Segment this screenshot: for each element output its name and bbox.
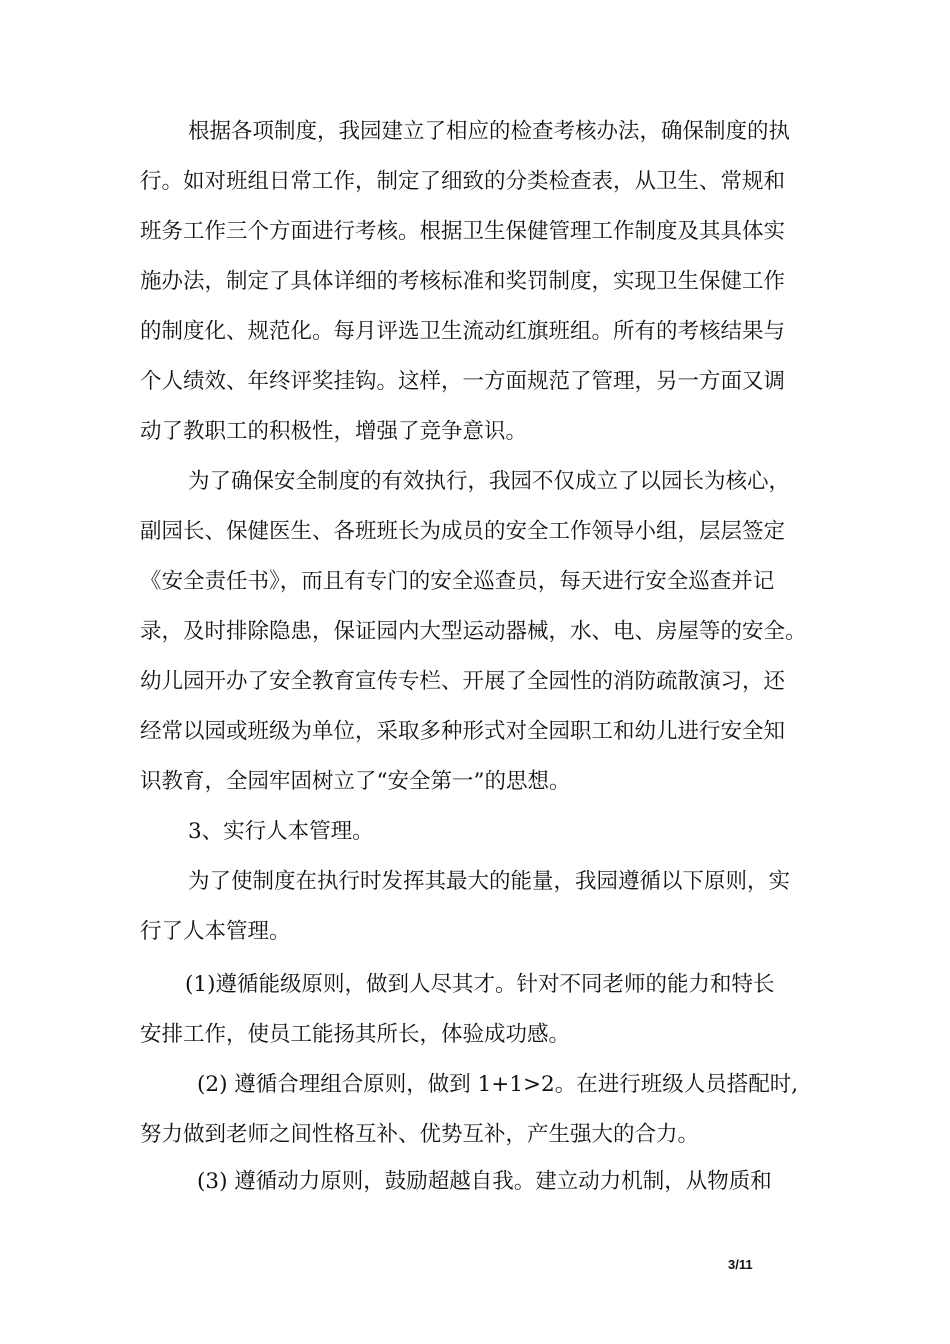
text-line: 班务工作三个方面进行考核。根据卫生保健管理工作制度及其具体实	[140, 219, 786, 244]
section-heading: 3、实行人本管理。	[188, 819, 374, 844]
list-item-line: 努力做到老师之间性格互补、优势互补，产生强大的合力。	[140, 1122, 700, 1147]
list-item-line: (2) 遵循合理组合原则，做到 1+1>2。在进行班级人员搭配时,	[197, 1072, 799, 1097]
text-line: 行。如对班组日常工作，制定了细致的分类检查表，从卫生、常规和	[140, 169, 786, 194]
text-line: 施办法，制定了具体详细的考核标准和奖罚制度，实现卫生保健工作	[140, 269, 786, 294]
text-line: 幼儿园开办了安全教育宣传专栏、开展了全园性的消防疏散演习，还	[140, 669, 786, 694]
text-line: 副园长、保健医生、各班班长为成员的安全工作领导小组，层层签定	[140, 519, 786, 544]
list-item-line: (3) 遵循动力原则，鼓励超越自我。建立动力机制，从物质和	[197, 1169, 772, 1194]
page-number: 3/11	[728, 1257, 753, 1272]
list-item-line: 安排工作，使员工能扬其所长，体验成功感。	[140, 1022, 571, 1047]
list-item-line: (1)遵循能级原则，做到人尽其才。针对不同老师的能力和特长	[185, 972, 775, 997]
text-line: 识教育，全园牢固树立了“安全第一”的思想。	[140, 769, 571, 794]
text-line: 根据各项制度，我园建立了相应的检查考核办法，确保制度的执	[188, 119, 791, 144]
text-line: 行了人本管理。	[140, 919, 291, 944]
text-line: 《安全责任书》，而且有专门的安全巡查员，每天进行安全巡查并记	[140, 569, 775, 594]
text-line: 动了教职工的积极性，增强了竞争意识。	[140, 419, 528, 444]
text-line: 录，及时排除隐患，保证园内大型运动器械，水、电、房屋等的安全。	[140, 619, 807, 644]
text-line: 个人绩效、年终评奖挂钩。这样，一方面规范了管理，另一方面又调	[140, 369, 786, 394]
text-line: 为了使制度在执行时发挥其最大的能量，我园遵循以下原则，实	[188, 869, 791, 894]
text-line: 的制度化、规范化。每月评选卫生流动红旗班组。所有的考核结果与	[140, 319, 786, 344]
text-line: 为了确保安全制度的有效执行，我园不仅成立了以园长为核心，	[188, 469, 791, 494]
text-line: 经常以园或班级为单位，采取多种形式对全园职工和幼儿进行安全知	[140, 719, 786, 744]
